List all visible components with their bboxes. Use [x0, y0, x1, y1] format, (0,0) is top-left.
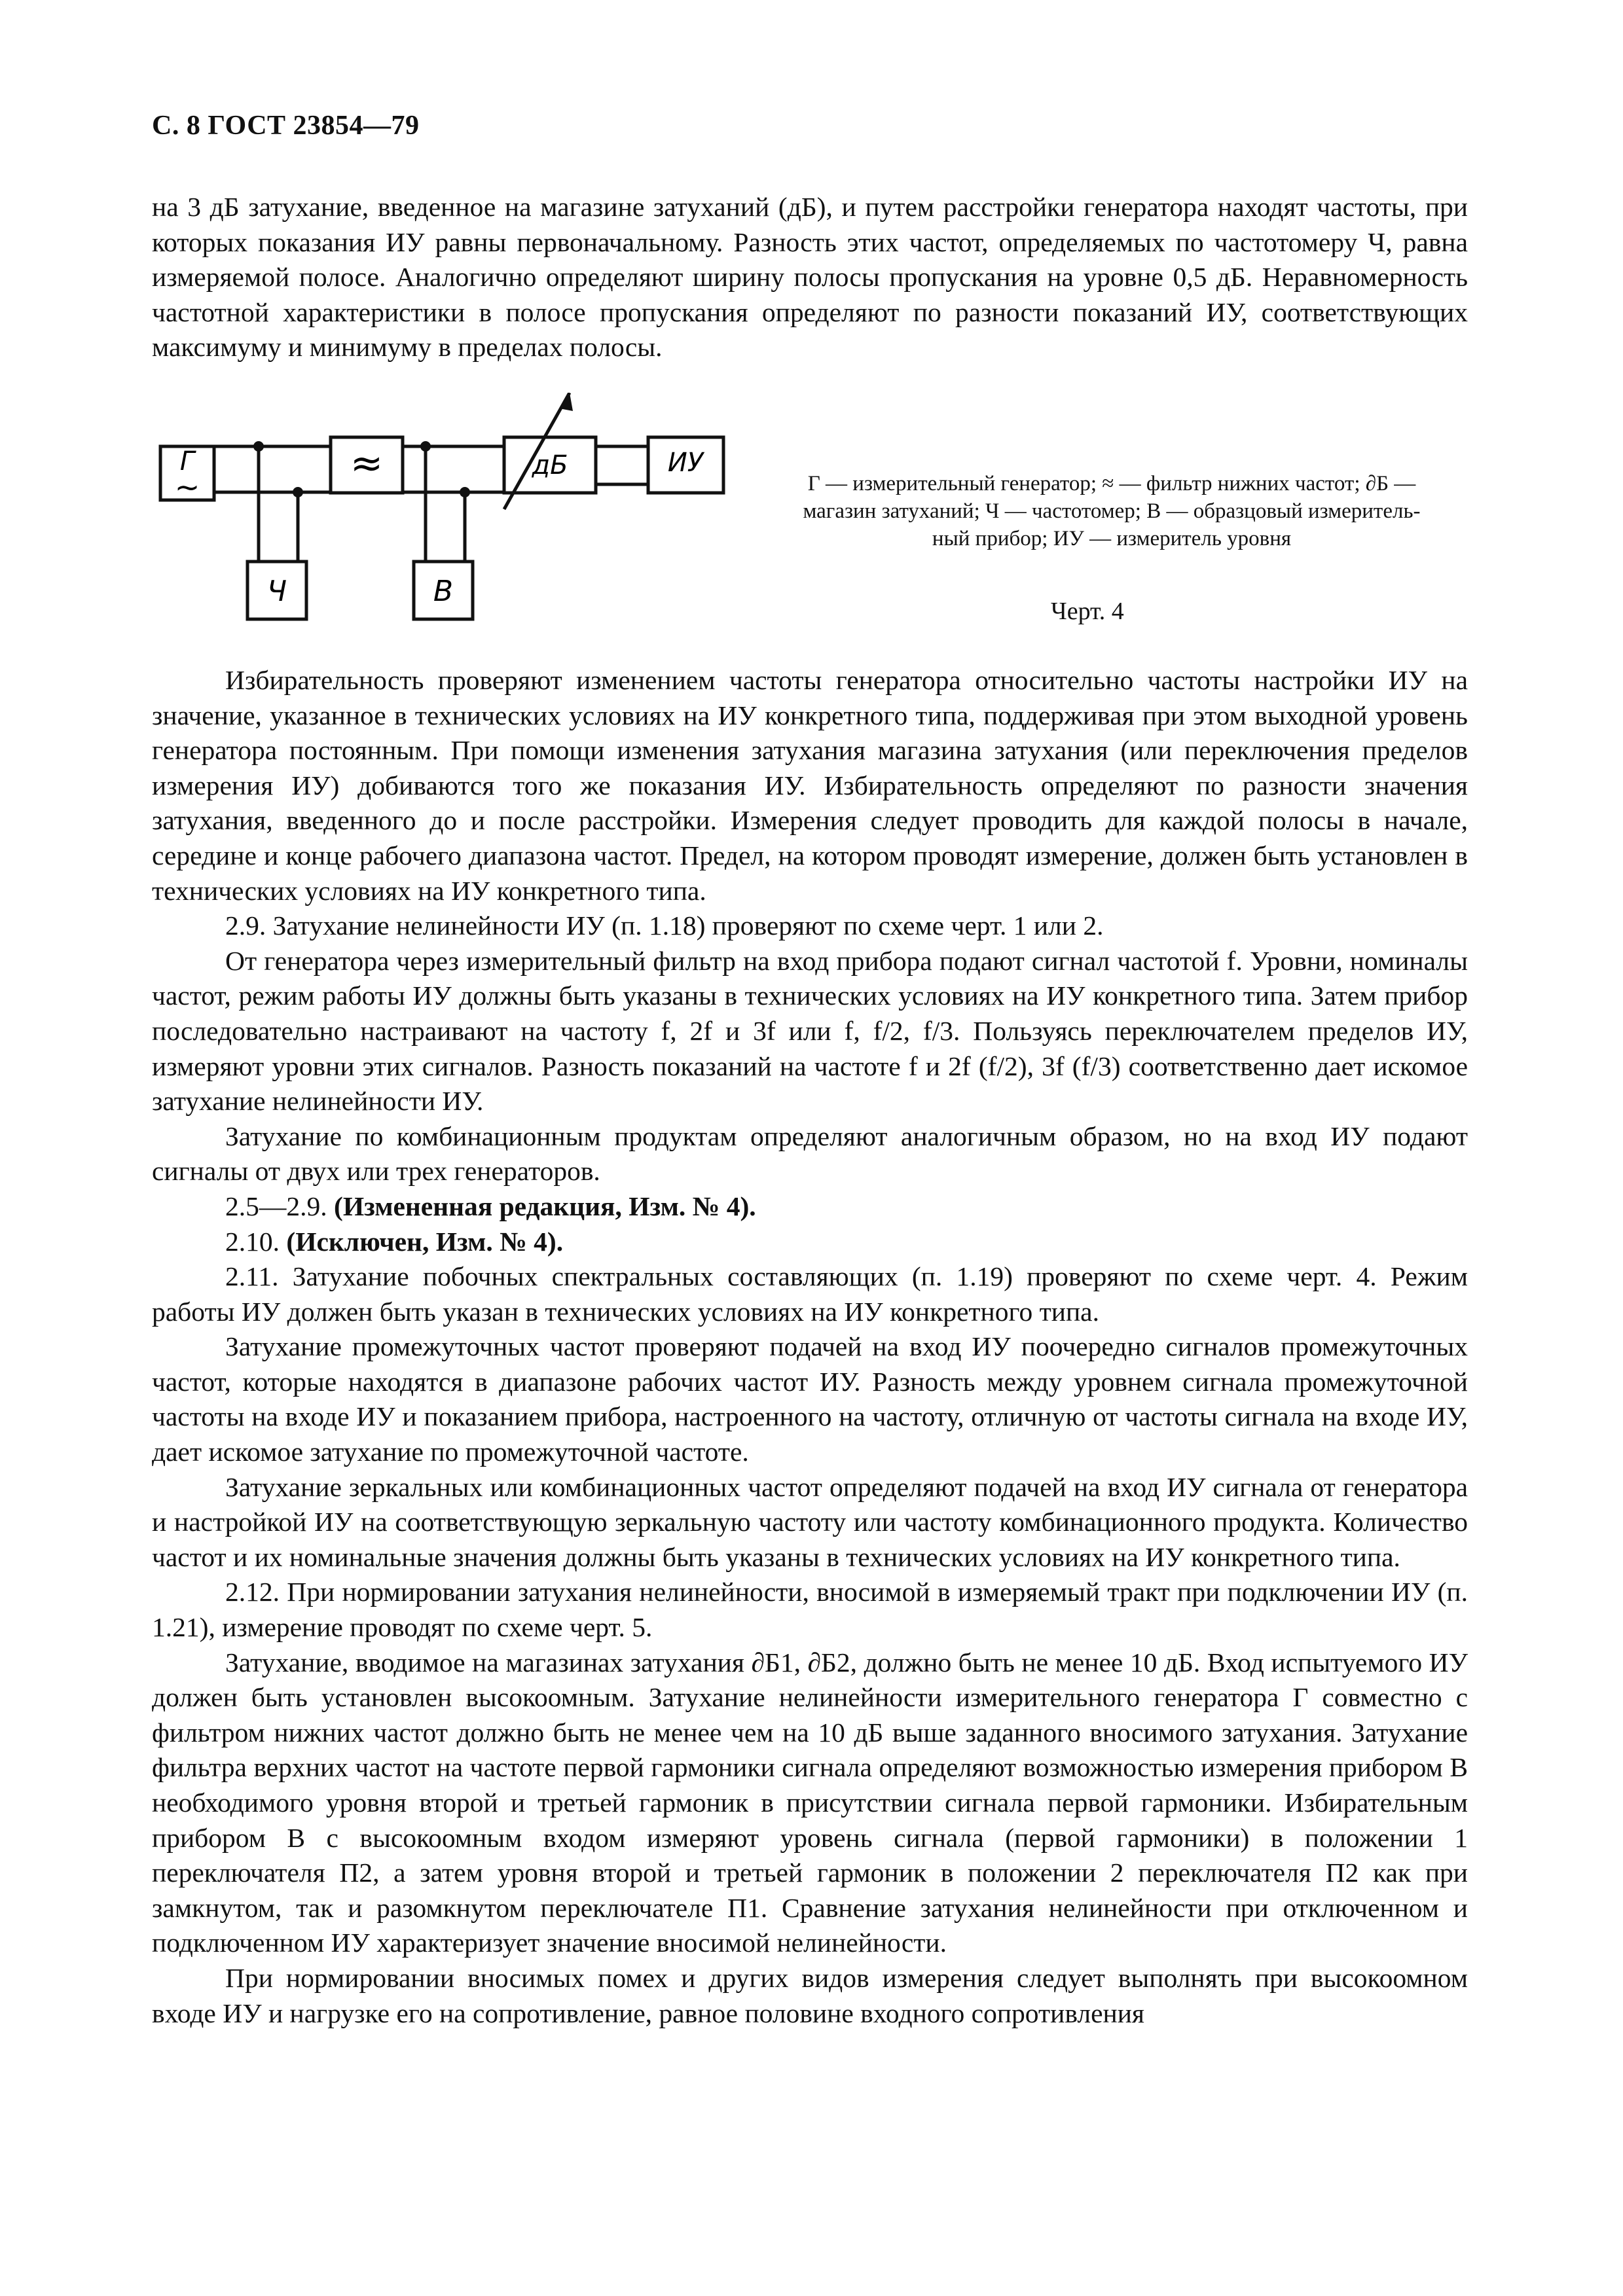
paragraph-noise: При нормировании вносимых помех и других видов измерения следует выполнять при высокоомном входе ИУ и нагрузке его на сопротивление, равное половине входного сопротивления [152, 1962, 1468, 2028]
filter-symbol: ≈ [350, 440, 384, 486]
node-4 [460, 487, 470, 497]
legend-line: Г — измерительный генератор; ≈ — фильтр нижних частот; ∂Б — [807, 472, 1416, 495]
amendment-number: 2.10. [225, 1226, 280, 1257]
paragraph-2-11: 2.11. Затухание побочных спектральных составляющих (п. 1.19) проверяют по схеме черт. 4. Режим работы ИУ должен быть указан в технических условиях на ИУ конкретного типа. [152, 1261, 1468, 1327]
attenuator-label: дБ [532, 450, 568, 480]
legend-line: ный прибор; ИУ — измеритель уровня [932, 527, 1292, 550]
attenuator-arrow-head [559, 393, 573, 411]
paragraph-intermediate: Затухание промежуточных частот проверяют подачей на вход ИУ поочередно сигналов промежуточных частот, которые находятся в диапазоне рабочих частот ИУ. Разность между уровнем сигнала промежуточной частоты на входе ИУ и показанием прибора, настроенного на частоту, отличную от частоты сигнала на входе ИУ, дает искомое затухание по промежуточной частоте. [152, 1331, 1468, 1467]
node-1 [253, 441, 264, 452]
amendment-note: (Измененная редакция, Изм. № 4). [334, 1191, 756, 1221]
paragraph-selectivity: Избирательность проверяют изменением частоты генератора относительно частоты настройки ИУ на значение, указанное в технических условиях на ИУ конкретного типа, поддерживая при этом выходной уровень генератора постоянным. При помощи изменения затухания магазина затухания (или переключения пределов измерения ИУ) добиваются того же показания ИУ. Избирательность определяют по разности значения затухания, введенного до и после расстройки. Измерения следует проводить для каждой полосы в начале, середине и конце рабочего диапазона частот. Предел, на котором проводят измерение, должен быть установлен в технических условиях на ИУ конкретного типа. [152, 665, 1468, 906]
paragraph-2-12: 2.12. При нормировании затухания нелинейности, вносимой в измеряемый тракт при подключении ИУ (п. 1.21), измерение проводят по схеме черт. 5. [152, 1577, 1468, 1643]
legend-line: магазин затуханий; Ч — частотомер; В — образцовый измеритель- [803, 499, 1421, 523]
intro-paragraph-block [152, 190, 1468, 365]
node-3 [420, 441, 431, 452]
circuit-diagram [151, 393, 740, 635]
intro-paragraph: на 3 дБ затухание, введенное на магазине затуханий (дБ), и путем расстройки генератора находят частоты, при которых показания ИУ равны первоначальному. Разность этих частот, определяемых по частотомеру Ч, равна измеряемой полосе. Аналогично определяют ширину полосы пропускания на уровне 0,5 дБ. Неравномерность частотной характеристики в полосе пропускания определяют по разности показаний ИУ, соответствующих максимуму и минимуму в пределах полосы. [152, 192, 1468, 363]
page-header: С. 8 ГОСТ 23854—79 [152, 111, 420, 141]
amendment-number: 2.5—2.9. [225, 1191, 327, 1221]
paragraph-2-9: 2.9. Затухание нелинейности ИУ (п. 1.18) проверяют по схеме черт. 1 или 2. [225, 910, 1104, 941]
diagram-legend [752, 470, 1472, 552]
freqmeter-label: Ч [266, 575, 287, 608]
generator-symbol: ~ [174, 469, 200, 505]
paragraph-generator: От генератора через измерительный фильтр на вход прибора подают сигнал частотой f. Уровни, номиналы частот, режим работы ИУ должны быть указаны в технических условиях на ИУ конкретного типа. Затем прибор последовательно настраивают на частоту f, 2f и 3f или f, f/2, f/3. Пользуясь переключателем пределов ИУ, измеряют уровни этих сигналов. Разность показаний на частоте f и 2f (f/2), 3f (f/3) соответственно дает искомое затухание нелинейности ИУ. [152, 945, 1468, 1117]
main-text-block [152, 663, 1468, 2031]
meter-label: ИУ [667, 448, 704, 478]
figure-caption: Черт. 4 [1051, 598, 1124, 625]
paragraph-combination: Затухание по комбинационным продуктам определяют аналогичным образом, но на вход ИУ подают сигналы от двух или трех генераторов. [152, 1121, 1468, 1187]
paragraph-amendment-2-5 [152, 1189, 1468, 1225]
node-2 [293, 487, 303, 497]
reference-label: В [433, 575, 454, 608]
amendment-note: (Исключен, Изм. № 4). [286, 1226, 564, 1257]
paragraph-mirror: Затухание зеркальных или комбинационных частот определяют подачей на вход ИУ сигнала от генератора и настройкой ИУ на соответствующую зеркальную частоту или частоту комбинационного продукта. Количество частот и их номинальные значения должны быть указаны в технических условиях на ИУ конкретного типа. [152, 1471, 1468, 1572]
paragraph-amendment-2-10 [152, 1225, 1468, 1260]
paragraph-attenuation: Затухание, вводимое на магазинах затухания ∂Б1, ∂Б2, должно быть не менее 10 дБ. Вход испытуемого ИУ должен быть установлен высокоомным. Затухание нелинейности измерительного генератора Г совместно с фильтром нижних частот должно быть не менее чем на 10 дБ выше заданного вносимого затухания. Затухание фильтра верхних частот на частоте первой гармоники сигнала определяют возможностью измерения прибором В необходимого уровня второй и третьей гармоник в присутствии сигнала первой гармоники. Избирательным прибором В с высокоомным входом измеряют уровень сигнала (первой гармоники) в положении 1 переключателя П2, а затем уровня второй и третьей гармоник в положении 2 переключателя П2 как при замкнутом, так и разомкнутом переключателе П1. Сравнение затухания нелинейности при отключенном и подключенном ИУ характеризует значение вносимой нелинейности. [152, 1647, 1468, 1958]
generator-label: Г [179, 446, 195, 476]
